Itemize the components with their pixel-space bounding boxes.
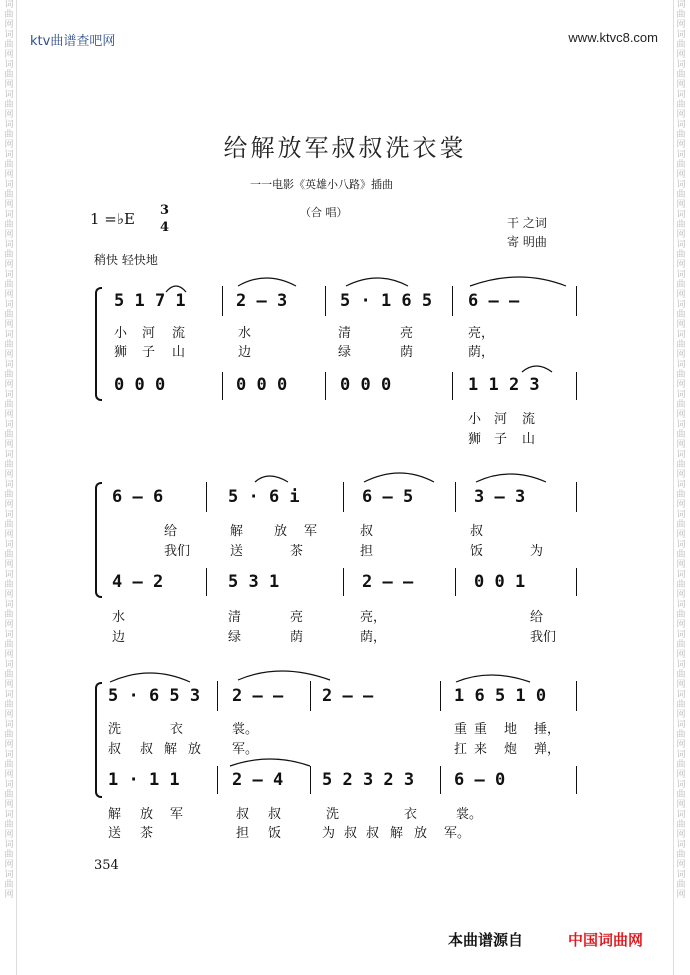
lyric: 流 xyxy=(522,412,536,427)
lyric: 担 xyxy=(236,826,250,841)
sys1-upper-measure-1: 5 1 7 1 xyxy=(114,291,186,311)
song-subtitle: 一一电影《英雄小八路》插曲 xyxy=(250,178,393,191)
sys3-upper-measure-4: 1 6 5 1 0 xyxy=(454,686,547,706)
lyric: 弹， xyxy=(534,742,561,757)
lyric: 叔 xyxy=(268,807,282,822)
lyric: 叔 xyxy=(108,742,122,757)
lyric: 送 xyxy=(230,544,244,559)
lyric: 送 xyxy=(108,826,122,841)
lyric: 给 xyxy=(164,524,178,539)
lyric: 来 xyxy=(474,742,488,757)
lyric: 裳。 xyxy=(232,722,259,737)
lyric: 河 xyxy=(142,326,156,341)
sys1-upper-measure-3: 5 · 1 6 5 xyxy=(340,291,433,311)
sys3-upper-measure-1: 5 · 6 5 3 xyxy=(108,686,201,706)
sys3-upper-measure-3: 2 – – xyxy=(322,686,374,706)
lyric: 放 xyxy=(140,807,154,822)
sys1-lower-measure-1: 0 0 0 xyxy=(114,375,166,395)
tempo-marking: 稍快 轻快地 xyxy=(94,253,158,267)
chorus-label: （合 唱） xyxy=(300,206,348,219)
lyric: 狮 xyxy=(114,345,128,360)
sys1-upper-measure-2: 2 – 3 xyxy=(236,291,288,311)
time-signature-bottom: 4 xyxy=(160,220,170,235)
sys1-lower-measure-4: 1 1 2 3 xyxy=(468,375,540,395)
sys2-upper-measure-4: 3 – 3 xyxy=(474,487,526,507)
sys2-upper-measure-1: 6 – 6 xyxy=(112,487,164,507)
lyric: 给 xyxy=(530,610,544,625)
lyric: 军 xyxy=(304,524,318,539)
lyric: 饭 xyxy=(470,544,484,559)
lyric: 子 xyxy=(494,432,508,447)
lyric: 扛 xyxy=(454,742,468,757)
time-signature-top: 3 xyxy=(160,203,170,218)
composer: 寄 明曲 xyxy=(507,235,547,249)
lyric: 水 xyxy=(238,326,252,341)
lyric: 水 xyxy=(112,610,126,625)
source-label: 本曲谱源自 xyxy=(448,931,524,949)
left-watermark-column: 词曲网词曲网词曲网词曲网词曲网词曲网词曲网词曲网词曲网词曲网词曲网词曲网词曲网词曲网词曲网词曲网词曲网词曲网词曲网词曲网词曲网词曲网词曲网词曲网词曲网词曲网词曲网词曲网词曲网词曲网 xyxy=(4,0,14,900)
lyric: 叔 xyxy=(366,826,380,841)
lyric: 边 xyxy=(238,345,252,360)
lyric: 叔 xyxy=(470,524,484,539)
lyric: 捶， xyxy=(534,722,561,737)
lyric: 放 xyxy=(274,524,288,539)
lyric: 山 xyxy=(522,432,536,447)
lyric: 山 xyxy=(172,345,186,360)
lyric: 河 xyxy=(494,412,508,427)
lyric: 放 xyxy=(414,826,428,841)
lyric: 衣 xyxy=(404,807,418,822)
lyric: 为 xyxy=(322,826,336,841)
lyric: 荫 xyxy=(290,630,304,645)
lyric: 炮 xyxy=(504,742,518,757)
lyric: 小 xyxy=(468,412,482,427)
lyric: 解 xyxy=(108,807,122,822)
page-number: 354 xyxy=(94,858,119,873)
lyric: 子 xyxy=(142,345,156,360)
lyric: 我们 xyxy=(164,544,191,559)
lyric: 荫， xyxy=(360,630,387,645)
lyric: 荫， xyxy=(468,345,495,360)
sys2-lower-measure-1: 4 – 2 xyxy=(112,572,164,592)
sys2-upper-measure-3: 6 – 5 xyxy=(362,487,414,507)
lyric: 我们 xyxy=(530,630,557,645)
lyric: 荫 xyxy=(400,345,414,360)
lyric: 放 xyxy=(188,742,202,757)
lyric: 叔 xyxy=(360,524,374,539)
lyric: 重 xyxy=(454,722,468,737)
lyric: 小 xyxy=(114,326,128,341)
sys2-lower-measure-4: 0 0 1 xyxy=(474,572,526,592)
key-signature: 1 =♭E xyxy=(90,210,135,228)
lyric: 军 xyxy=(170,807,184,822)
sys3-lower-measure-3: 5 2 3 2 3 xyxy=(322,770,415,790)
lyric: 洗 xyxy=(326,807,340,822)
lyric: 亮 xyxy=(290,610,304,625)
sys2-lower-measure-2: 5 3 1 xyxy=(228,572,280,592)
sys1-lower-measure-3: 0 0 0 xyxy=(340,375,392,395)
right-watermark-column: 词曲网词曲网词曲网词曲网词曲网词曲网词曲网词曲网词曲网词曲网词曲网词曲网词曲网词曲网词曲网词曲网词曲网词曲网词曲网词曲网词曲网词曲网词曲网词曲网词曲网词曲网词曲网词曲网词曲网词曲网 xyxy=(676,0,686,900)
site-header-left[interactable]: ktv曲谱查吧网 xyxy=(30,34,116,49)
sys1-upper-measure-4: 6 – – xyxy=(468,291,520,311)
lyric: 狮 xyxy=(468,432,482,447)
lyric: 亮， xyxy=(468,326,495,341)
lyric: 亮 xyxy=(400,326,414,341)
lyric: 地 xyxy=(504,722,518,737)
lyric: 裳。 xyxy=(456,807,483,822)
lyric: 叔 xyxy=(236,807,250,822)
sys3-lower-measure-2: 2 – 4 xyxy=(232,770,284,790)
lyric: 解 xyxy=(390,826,404,841)
sys2-upper-measure-2: 5 · 6 i xyxy=(228,487,300,507)
lyric: 茶 xyxy=(290,544,304,559)
lyric: 茶 xyxy=(140,826,154,841)
lyric: 解 xyxy=(164,742,178,757)
lyric: 洗 xyxy=(108,722,122,737)
lyric: 绿 xyxy=(228,630,242,645)
lyric: 解 xyxy=(230,524,244,539)
sys2-lower-measure-3: 2 – – xyxy=(362,572,414,592)
lyric: 边 xyxy=(112,630,126,645)
lyric: 重 xyxy=(474,722,488,737)
lyric: 担 xyxy=(360,544,374,559)
sys3-lower-measure-1: 1 · 1 1 xyxy=(108,770,180,790)
song-title: 给解放军叔叔洗衣裳 xyxy=(223,134,467,162)
lyric: 军。 xyxy=(444,826,471,841)
lyric: 叔 xyxy=(344,826,358,841)
lyric: 军。 xyxy=(232,742,259,757)
lyric: 清 xyxy=(228,610,242,625)
sys3-lower-measure-4: 6 – 0 xyxy=(454,770,506,790)
lyric: 流 xyxy=(172,326,186,341)
lyric: 绿 xyxy=(338,345,352,360)
lyric: 为 xyxy=(530,544,544,559)
site-header-url[interactable]: www.ktvc8.com xyxy=(568,30,658,45)
lyric: 叔 xyxy=(140,742,154,757)
source-brand-link[interactable]: 中国词曲网 xyxy=(568,931,644,949)
lyric: 饭 xyxy=(268,826,282,841)
lyric: 衣 xyxy=(170,722,184,737)
sys3-upper-measure-2: 2 – – xyxy=(232,686,284,706)
lyric: 亮， xyxy=(360,610,387,625)
lyricist: 干 之词 xyxy=(507,216,547,230)
sys1-lower-measure-2: 0 0 0 xyxy=(236,375,288,395)
lyric: 清 xyxy=(338,326,352,341)
